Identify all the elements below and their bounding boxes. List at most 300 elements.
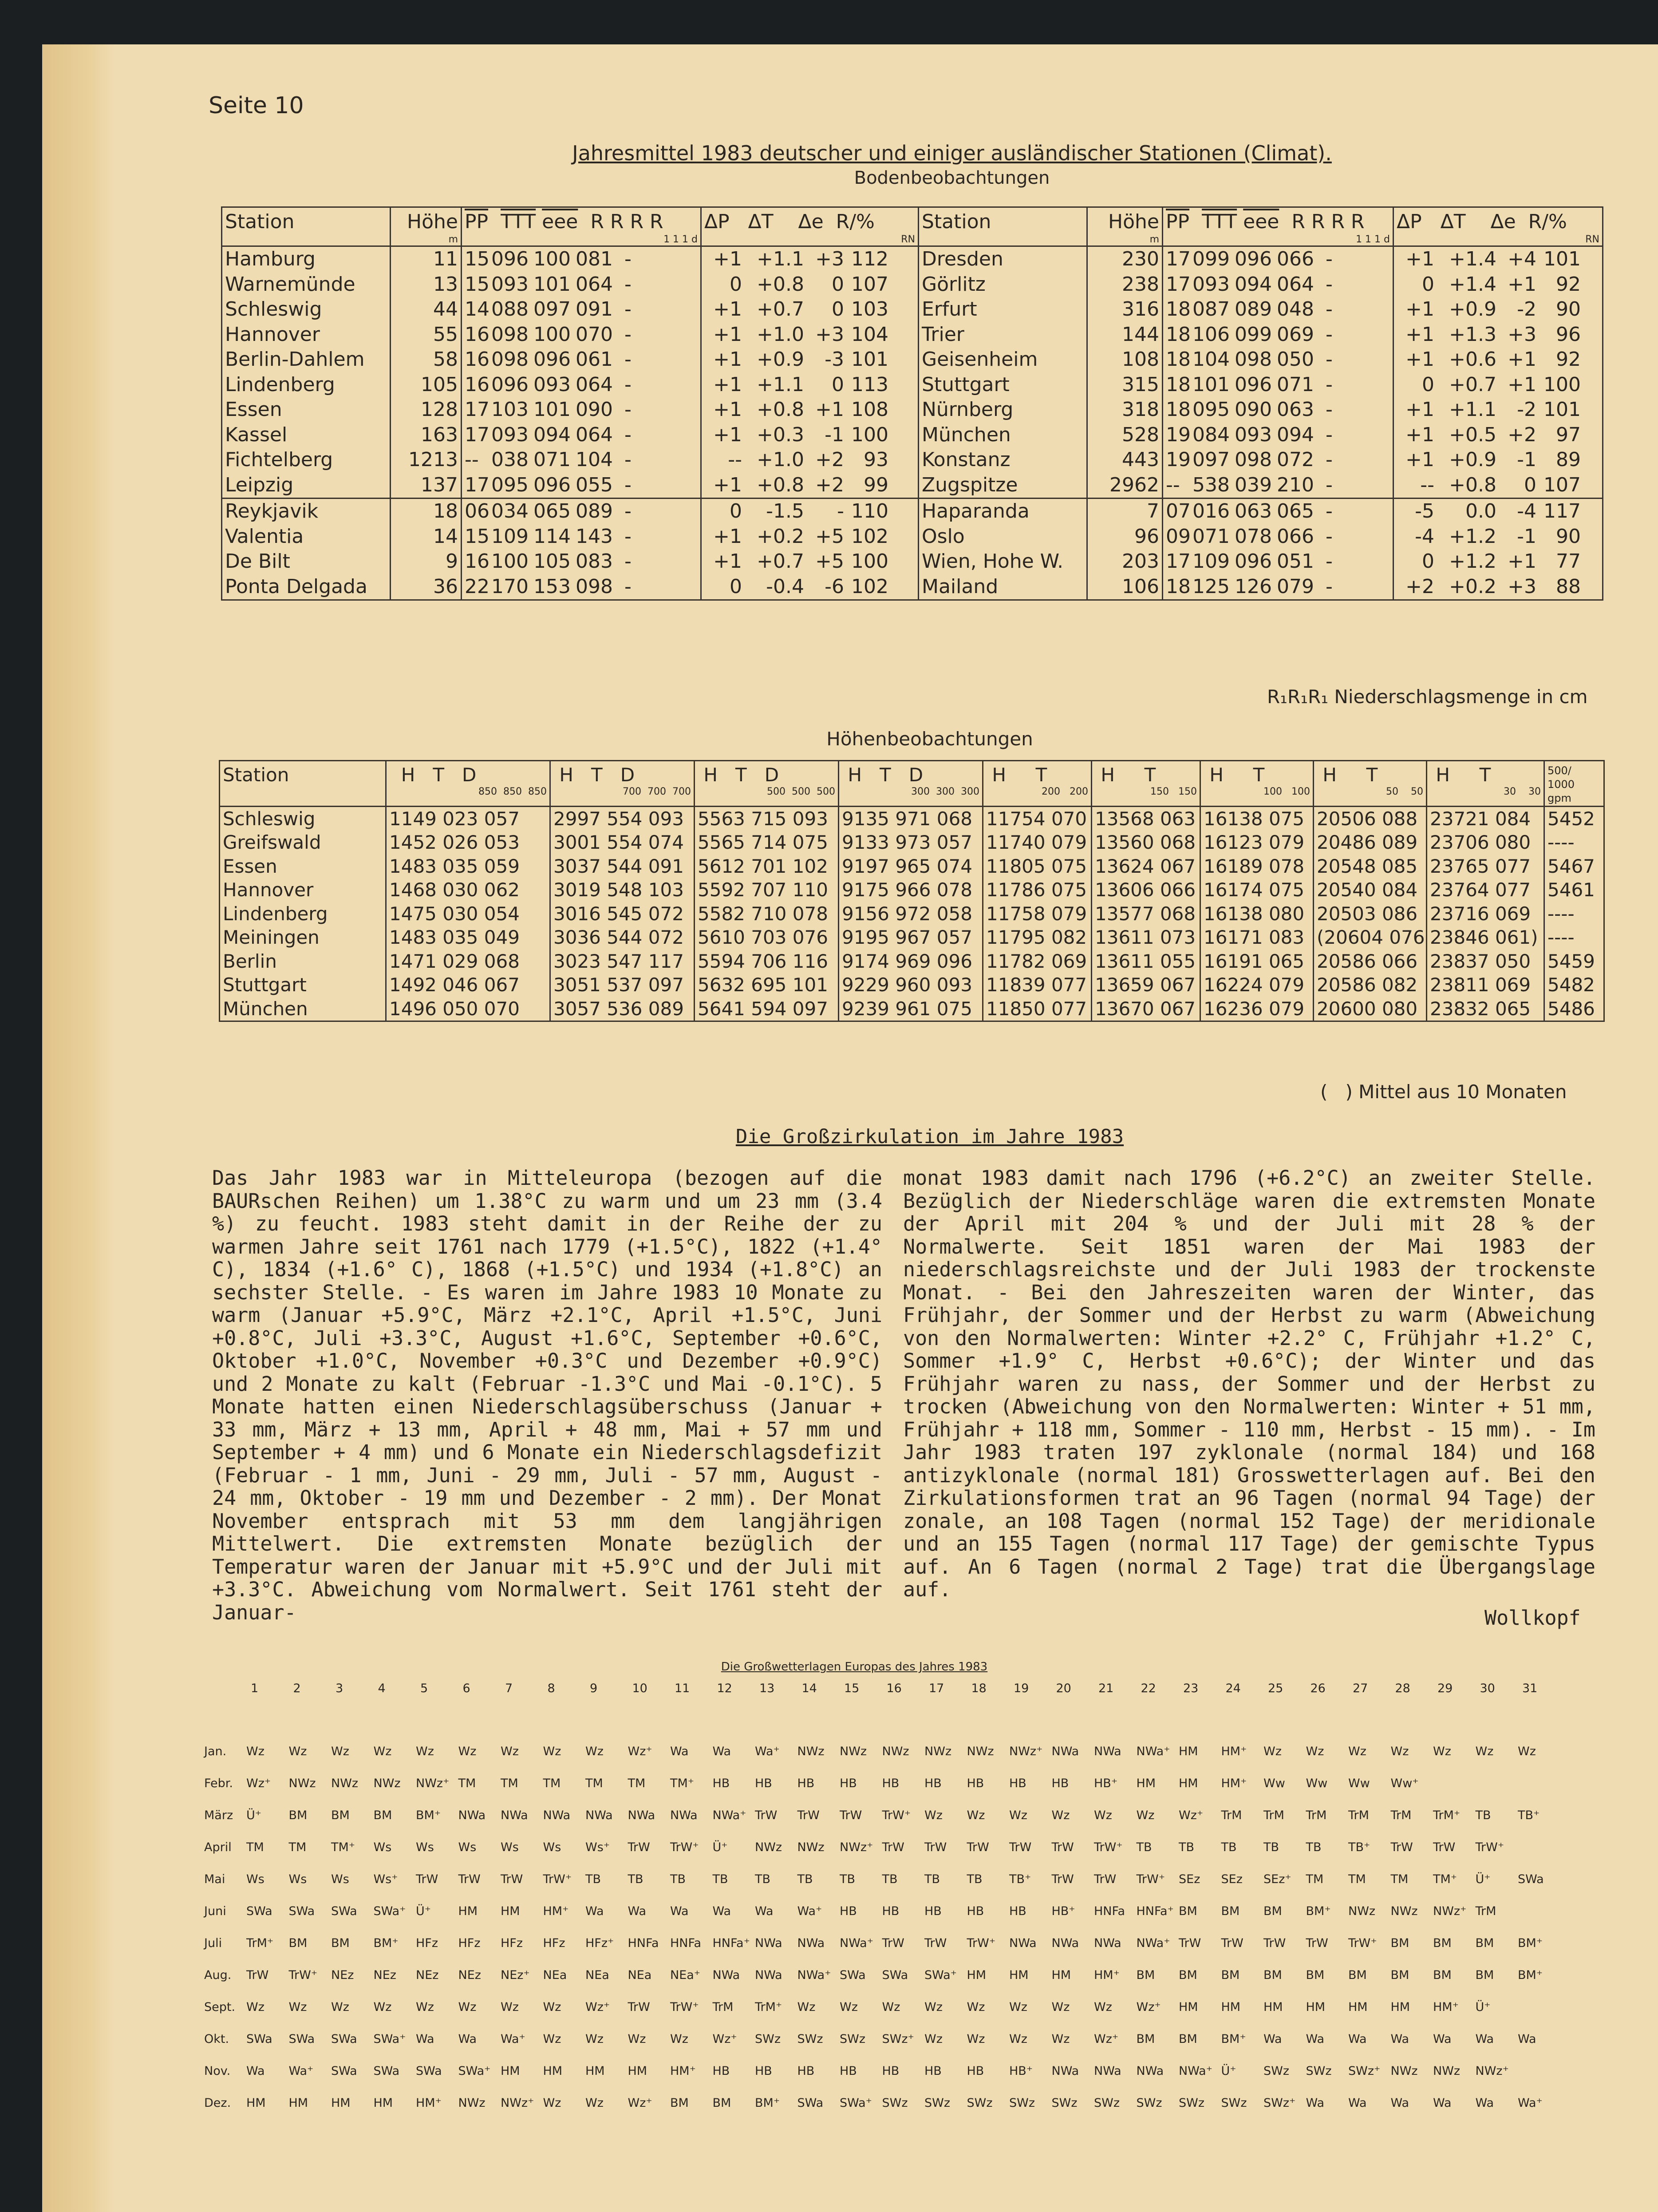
gwl-cell: Wz — [585, 2096, 604, 2110]
value-rrr: 061 — [576, 348, 613, 371]
gwl-cell: TrW⁺ — [670, 1840, 699, 1854]
value-rd: - — [624, 575, 632, 598]
value-rd: - — [1326, 575, 1333, 598]
value-dp: 0 — [730, 273, 742, 296]
gwl-cell: SWz — [1179, 2096, 1205, 2110]
gwl-cell: HB — [882, 1904, 900, 1918]
gwl-cell: Wz — [967, 2032, 985, 2046]
upper-level-150: 13611 055 — [1092, 950, 1200, 973]
station-height-left: 58 — [391, 347, 462, 372]
gwl-cell: HM — [501, 1904, 520, 1918]
value-rpct: 99 — [864, 473, 888, 496]
value-dt: +0.9 — [1449, 298, 1496, 321]
upper-level-700: 3037 544 091 — [550, 855, 695, 878]
gwl-cell: BM — [1433, 1936, 1452, 1950]
upper-level-700: 3023 547 117 — [550, 950, 695, 973]
gwl-cell: HB — [924, 1777, 942, 1790]
gwl-cell: HB — [967, 1904, 984, 1918]
value-rrr: 083 — [576, 550, 613, 573]
gwl-cell: Ww⁺ — [1390, 1777, 1419, 1790]
gwl-cell: NEa⁺ — [670, 1968, 701, 1982]
header-station-right: Station — [919, 207, 1087, 246]
value-eee: 093 — [533, 373, 571, 396]
value-rd: - — [1326, 448, 1333, 471]
gwl-cell: BM — [1136, 2032, 1155, 2046]
gwl-cell: Wa — [416, 2032, 434, 2046]
station-name-right: Erfurt — [919, 297, 1087, 322]
upper-level-500: 5582 710 078 — [695, 902, 839, 926]
gwl-month-label: März — [204, 1808, 233, 1822]
value-de: +1 — [815, 398, 844, 421]
station-height-right: 108 — [1087, 347, 1163, 372]
gwl-cell: HM⁺ — [416, 2096, 442, 2110]
station-name-left: Hannover — [222, 322, 391, 348]
upper-station: Lindenberg — [220, 902, 386, 926]
station-height-left: 36 — [391, 574, 462, 600]
value-rd: - — [624, 298, 632, 321]
value-dt: +0.9 — [757, 348, 804, 371]
gwl-cell: TrM — [1348, 1808, 1369, 1822]
gwl-cell: Wz — [1051, 2032, 1070, 2046]
gwl-day-number: 18 — [971, 1682, 987, 1695]
gwl-cell: HM — [246, 2096, 266, 2110]
gwl-cell: Wa — [1518, 2032, 1536, 2046]
gwl-cell: TrW — [416, 1872, 438, 1886]
gwl-cell: HB — [712, 2064, 730, 2078]
value-ttt: 170 — [491, 575, 529, 598]
value-dt: +1.2 — [1449, 525, 1496, 548]
value-de: +3 — [1508, 323, 1536, 346]
value-dp: -5 — [1415, 500, 1434, 523]
value-dp: +1 — [1405, 298, 1434, 321]
gwl-cell: Wz — [288, 1745, 307, 1758]
value-ttt: 100 — [491, 550, 529, 573]
value-dp: +2 — [1405, 575, 1434, 598]
value-ttt: 106 — [1192, 323, 1230, 346]
gwl-month-label: Aug. — [204, 1968, 232, 1982]
gwl-cell: SWa — [288, 2032, 315, 2046]
gwl-day-number: 29 — [1437, 1682, 1453, 1695]
upper-level-700: 3019 548 103 — [550, 878, 695, 902]
station-name-right: Haparanda — [919, 499, 1087, 524]
value-pp: 15 — [465, 273, 490, 296]
gwl-cell: HM — [628, 2064, 647, 2078]
page-number: Seite 10 — [209, 92, 304, 119]
value-ttt: 088 — [491, 298, 529, 321]
gwl-cell: BM — [1348, 1968, 1367, 1982]
value-rpct: 92 — [1556, 273, 1581, 296]
upper-level-850: 1483 035 059 — [386, 855, 550, 878]
upper-thickness: ---- — [1544, 926, 1604, 950]
upper-level-30: 23846 061) — [1427, 926, 1544, 950]
value-rd: - — [1326, 525, 1333, 548]
value-rpct: 117 — [1544, 500, 1581, 523]
upper-level-150: 13670 067 — [1092, 997, 1200, 1021]
article-title: Die Großzirkulation im Jahre 1983 — [735, 1125, 1124, 1148]
value-rd: - — [624, 348, 632, 371]
gwl-day-number: 30 — [1480, 1682, 1495, 1695]
gwl-cell: BM — [373, 1808, 392, 1822]
gwl-day-number: 23 — [1183, 1682, 1199, 1695]
gwl-cell: NWz⁺ — [501, 2096, 534, 2110]
gwl-cell: TrW — [755, 1808, 778, 1822]
gwl-cell: HM — [1263, 2000, 1283, 2014]
value-ttt: 093 — [1192, 273, 1230, 296]
value-eee: 096 — [1235, 550, 1272, 573]
gwl-cell: NWz — [967, 1745, 994, 1758]
gwl-cell: TrW — [1433, 1840, 1456, 1854]
gwl-cell: TB — [797, 1872, 813, 1886]
upper-level-200: 11839 077 — [983, 973, 1092, 997]
gwl-cell: Wz — [840, 2000, 858, 2014]
gwl-cell: TrW — [1221, 1936, 1244, 1950]
value-dp: 0 — [730, 500, 742, 523]
value-rd: - — [624, 550, 632, 573]
gwl-cell: TrW — [882, 1840, 904, 1854]
gwl-cell: Ws — [543, 1840, 561, 1854]
gwl-cell: NWa — [797, 1936, 825, 1950]
upper-level-700: 3057 536 089 — [550, 997, 695, 1021]
upper-level-30: 23837 050 — [1427, 950, 1544, 973]
gwl-cell: TrW — [1051, 1840, 1074, 1854]
upper-level-100: 16123 079 — [1200, 831, 1314, 855]
gwl-cell: NWz⁺ — [1475, 2064, 1509, 2078]
station-name-left: Berlin-Dahlem — [222, 347, 391, 372]
value-pp: 19 — [1166, 448, 1191, 471]
value-pp: 17 — [1166, 248, 1191, 271]
gwl-cell: SWz — [1263, 2064, 1290, 2078]
gwl-cell: SWz — [1306, 2064, 1332, 2078]
gwl-cell: BM — [331, 1936, 350, 1950]
upper-header-station: Station — [220, 761, 386, 807]
gwl-day-number: 15 — [844, 1682, 860, 1695]
value-rrr: 090 — [576, 398, 613, 421]
gwl-cell: HM — [331, 2096, 351, 2110]
upper-level-300: 9133 973 057 — [839, 831, 983, 855]
upper-thickness: 5461 — [1544, 878, 1604, 902]
value-de: +1 — [1508, 373, 1536, 396]
upper-level-30: 23832 065 — [1427, 997, 1544, 1021]
gwl-cell: Wz — [1094, 1808, 1112, 1822]
gwl-cell: Wz — [1009, 1808, 1027, 1822]
value-rrr: 050 — [1277, 348, 1314, 371]
gwl-cell: TrM⁺ — [1433, 1808, 1461, 1822]
value-rpct: 107 — [1544, 473, 1581, 496]
value-rrr: 065 — [1277, 500, 1314, 523]
value-de: +2 — [815, 473, 844, 496]
gwl-cell: Wa — [628, 1904, 647, 1918]
value-ttt: 095 — [491, 473, 529, 496]
station-name-left: Fichtelberg — [222, 447, 391, 473]
gwl-day-number: 9 — [590, 1682, 598, 1695]
gwl-cell: NWa — [543, 1808, 571, 1822]
value-de: -1 — [1517, 525, 1536, 548]
gwl-cell: TB — [755, 1872, 771, 1886]
gwl-cell: Ws — [501, 1840, 519, 1854]
upper-level-300: 9229 960 093 — [839, 973, 983, 997]
upper-level-850: 1492 046 067 — [386, 973, 550, 997]
gwl-cell: Wz — [246, 2000, 264, 2014]
upper-level-50: 20486 089 — [1314, 831, 1427, 855]
station-name-right: Wien, Hohe W. — [919, 549, 1087, 574]
gwl-title: Die Großwetterlagen Europas des Jahres 1983 — [721, 1660, 988, 1674]
value-rd: - — [1326, 273, 1333, 296]
gwl-cell: TM — [628, 1777, 646, 1790]
gwl-day-number: 6 — [462, 1682, 470, 1695]
gwl-cell: Wz — [585, 2032, 604, 2046]
station-name-right: Mailand — [919, 574, 1087, 600]
upper-header-200: H T 200 200 — [983, 761, 1092, 807]
gwl-cell: Wz⁺ — [585, 2000, 610, 2014]
value-dp: +1 — [713, 550, 742, 573]
upper-level-100: 16138 075 — [1200, 806, 1314, 831]
gwl-cell: NWz — [1390, 2064, 1418, 2078]
gwl-cell: Wz — [501, 1745, 519, 1758]
gwl-cell: NWz⁺ — [1433, 1904, 1467, 1918]
upper-level-850: 1496 050 070 — [386, 997, 550, 1021]
gwl-cell: Wz — [1051, 2000, 1070, 2014]
scanned-page — [42, 44, 1658, 2212]
value-rd: - — [1326, 373, 1333, 396]
gwl-cell: Ws — [416, 1840, 434, 1854]
gwl-cell: Wz⁺ — [1179, 1808, 1204, 1822]
value-de: +3 — [815, 323, 844, 346]
value-ttt: 096 — [491, 373, 529, 396]
gwl-cell: HM — [373, 2096, 393, 2110]
value-rpct: 101 — [1544, 398, 1581, 421]
station-name-right: Dresden — [919, 246, 1087, 272]
value-dp: +1 — [713, 398, 742, 421]
upper-level-850: 1475 030 054 — [386, 902, 550, 926]
gwl-cell: TrW⁺ — [543, 1872, 572, 1886]
gwl-day-number: 17 — [929, 1682, 944, 1695]
value-eee: 093 — [1235, 423, 1272, 446]
value-rpct: 101 — [851, 348, 888, 371]
gwl-cell: SEz — [1221, 1872, 1243, 1886]
article-text-left: Das Jahr 1983 war in Mitteleuropa (bezogen auf die BAURschen Reihen) um 1.38°C zu warm und um 23 mm (3.4 %) zu feucht. 1983 steht damit in der Reihe der zu warmen Jahre seit 1761 nach 1779 (+1.5°C), 1822 (+1.4° C), 1834 (+1.6° C), 1868 (+1.5°C) und 1934 (+1.8°C) an sechster Stelle. - Es waren im Jahre 1983 10 Monate zu warm (Januar +5.9°C, März +2.1°C, April +1.5°C, Juni +0.8°C, Juli +3.3°C, August +1.6°C, September +0.6°C, Oktober +1.0°C, November +0.3°C und Dezember +0.9°C) und 2 Monate zu kalt (Februar -1.3°C und Mai -0.1°C). 5 Monate hatten einen Niederschlagsüberschuss (Januar + 33 mm, März + 13 mm, April + 48 mm, Mai + 57 mm und September + 4 mm) und 6 Monate ein Niederschlagsdefizit (Februar - 1 mm, Juni - 29 mm, Juli - 57 mm, August - 24 mm, Oktober - 19 mm und Dezember - 2 mm). Der Monat November entsprach mit 53 mm dem langjährigen Mittelwert. Die extremsten Monate bezüglich der Temperatur waren der Januar mit +5.9°C und der Juli mit +3.3°C. Abweichung vom Normalwert. Seit 1761 steht der Januar- — [212, 1166, 882, 1624]
gwl-day-number: 22 — [1141, 1682, 1156, 1695]
upper-header-100: H T 100 100 — [1200, 761, 1314, 807]
upper-thickness: 5452 — [1544, 806, 1604, 831]
upper-level-500: 5641 594 097 — [695, 997, 839, 1021]
gwl-cell: SWa — [1518, 1872, 1544, 1886]
gwl-cell: TB⁺ — [1348, 1840, 1370, 1854]
gwl-cell: SWa⁺ — [840, 2096, 872, 2110]
gwl-cell: Wa — [1348, 2032, 1367, 2046]
value-de: -3 — [825, 348, 844, 371]
gwl-cell: BM⁺ — [1518, 1968, 1543, 1982]
value-pp: 17 — [465, 398, 490, 421]
value-rrr: 048 — [1277, 298, 1314, 321]
gwl-cell: NWz⁺ — [416, 1777, 450, 1790]
gwl-cell: BM — [1263, 1904, 1282, 1918]
upper-level-100: 16189 078 — [1200, 855, 1314, 878]
gwl-cell: TB — [1221, 1840, 1237, 1854]
gwl-day-number: 2 — [293, 1682, 301, 1695]
upper-level-100: 16171 083 — [1200, 926, 1314, 950]
gwl-cell: SWz⁺ — [1263, 2096, 1296, 2110]
gwl-day-number: 10 — [632, 1682, 647, 1695]
gwl-cell: Wz — [1094, 2000, 1112, 2014]
gwl-cell: Wz — [416, 2000, 434, 2014]
upper-level-500: 5610 703 076 — [695, 926, 839, 950]
gwl-cell: TrW — [882, 1936, 904, 1950]
value-dt: +0.7 — [1449, 373, 1496, 396]
value-pp: 18 — [1166, 348, 1191, 371]
gwl-cell: BM — [1475, 1936, 1494, 1950]
value-rrr: 094 — [1277, 423, 1314, 446]
station-height-right: 443 — [1087, 447, 1163, 473]
gwl-cell: Wz — [288, 2000, 307, 2014]
upper-level-700: 3036 544 072 — [550, 926, 695, 950]
gwl-cell: NEa — [628, 1968, 652, 1982]
gwl-cell: NWa⁺ — [1179, 2064, 1212, 2078]
upper-level-100: 16236 079 — [1200, 997, 1314, 1021]
value-rpct: 100 — [1544, 373, 1581, 396]
upper-level-700: 3051 537 097 — [550, 973, 695, 997]
gwl-cell: TrW — [1263, 1936, 1286, 1950]
gwl-cell: Wz — [924, 2000, 943, 2014]
gwl-cell: Wa⁺ — [501, 2032, 525, 2046]
value-ttt: 101 — [1192, 373, 1230, 396]
value-rd: - — [624, 473, 632, 496]
gwl-cell: Ws — [246, 1872, 264, 1886]
gwl-cell: BM — [670, 2096, 689, 2110]
gwl-cell: SWa — [246, 2032, 272, 2046]
value-rrr: 055 — [576, 473, 613, 496]
value-eee: 063 — [1235, 500, 1272, 523]
gwl-day-number: 27 — [1353, 1682, 1368, 1695]
gwl-cell: Ü⁺ — [416, 1904, 431, 1918]
station-height-left: 105 — [391, 372, 462, 398]
gwl-cell: SEz — [1179, 1872, 1200, 1886]
gwl-cell: SWz — [1136, 2096, 1162, 2110]
gwl-cell: Wz — [416, 1745, 434, 1758]
upper-level-700: 3016 545 072 — [550, 902, 695, 926]
value-pp: -- — [1166, 473, 1180, 496]
gwl-cell: HNFa — [670, 1936, 702, 1950]
station-name-right: Zugspitze — [919, 473, 1087, 499]
header-deviations-right: ΔP ΔT Δe R/% RN — [1394, 207, 1603, 246]
gwl-cell: Ws — [288, 1872, 307, 1886]
value-rpct: 103 — [851, 298, 888, 321]
gwl-cell: SWa — [882, 1968, 908, 1982]
gwl-cell: SWa⁺ — [373, 1904, 406, 1918]
value-dt: 0.0 — [1465, 500, 1496, 523]
gwl-cell: HM — [1179, 1745, 1198, 1758]
gwl-cell: NWa — [501, 1808, 528, 1822]
value-dp: +1 — [713, 323, 742, 346]
gwl-cell: Ww — [1306, 1777, 1328, 1790]
value-dt: +1.4 — [1449, 273, 1496, 296]
gwl-month-label: Nov. — [204, 2064, 231, 2078]
value-pp: 17 — [465, 423, 490, 446]
value-rrr: 070 — [576, 323, 613, 346]
gwl-month-label: Mai — [204, 1872, 225, 1886]
value-dp: +1 — [713, 373, 742, 396]
value-de: -1 — [825, 423, 844, 446]
gwl-cell: HM⁺ — [1221, 1745, 1247, 1758]
value-de: -4 — [1517, 500, 1536, 523]
gwl-cell: TM — [288, 1840, 307, 1854]
gwl-cell: Wa — [670, 1745, 689, 1758]
upper-header-300: H T D 300 300 300 — [839, 761, 983, 807]
value-de: - — [837, 500, 844, 523]
upper-level-150: 13606 066 — [1092, 878, 1200, 902]
gwl-cell: TB⁺ — [1009, 1872, 1031, 1886]
gwl-cell: HM — [1348, 2000, 1368, 2014]
gwl-cell: BM⁺ — [1221, 2032, 1246, 2046]
upper-level-850: 1471 029 068 — [386, 950, 550, 973]
gwl-cell: NWa — [1009, 1936, 1037, 1950]
gwl-cell: Wz — [458, 2000, 477, 2014]
gwl-day-number: 12 — [717, 1682, 732, 1695]
gwl-cell: TB — [1475, 1808, 1491, 1822]
value-ttt: 093 — [491, 423, 529, 446]
upper-level-500: 5565 714 075 — [695, 831, 839, 855]
gwl-cell: TB⁺ — [1518, 1808, 1540, 1822]
value-rrr: 091 — [576, 298, 613, 321]
value-dt: +1.2 — [1449, 550, 1496, 573]
gwl-cell: HB — [967, 2064, 984, 2078]
value-ttt: 038 — [491, 448, 529, 471]
gwl-cell: SWz — [1221, 2096, 1247, 2110]
upper-level-500: 5563 715 093 — [695, 806, 839, 831]
article-text-right: monat 1983 damit nach 1796 (+6.2°C) an zweiter Stelle. Bezüglich der Niederschläge waren die extremsten Monate der April mit 204 % und der Juli mit 28 % der Normalwerte. Seit 1851 waren der Mai 1983 der niederschlagsreichste und der Juli 1983 der trockenste Monat. - Bei den Jahreszeiten waren der Winter, das Frühjahr, der Sommer und der Herbst zu warm (Abweichung von den Normalwerten: Winter +2.2° C, Frühjahr +1.2° C, Sommer +1.9° C, Herbst +0.6°C); der Winter und das Frühjahr waren zu nass, der Sommer und der Herbst zu trocken (Abweichung von den Normalwerten: Winter + 51 mm, Frühjahr + 118 mm, Sommer - 110 mm, Herbst - 15 mm). - Im Jahr 1983 traten 197 zyklonale (normal 184) und 168 antizyklonale (normal 181) Grosswetterlagen auf. Bei den Zirkulationsformen trat an 96 Tagen (normal 94 Tage) der zonale, an 108 Tagen (normal 152 Tage) der meridionale und an 155 Tagen (normal 117 Tage) der gemischte Typus auf. An 6 Tagen (normal 2 Tage) trat die Übergangslage auf. — [903, 1166, 1595, 1601]
gwl-cell: Wz — [1306, 1745, 1324, 1758]
value-eee: 098 — [1235, 448, 1272, 471]
upper-station: Stuttgart — [220, 973, 386, 997]
value-ttt: 538 — [1192, 473, 1230, 496]
gwl-day-number: 1 — [251, 1682, 259, 1695]
upper-level-300: 9195 967 057 — [839, 926, 983, 950]
value-pp: 18 — [1166, 398, 1191, 421]
gwl-month-label: Jan. — [204, 1745, 227, 1758]
gwl-cell: NWa⁺ — [1136, 1936, 1170, 1950]
upper-header-50: H T 50 50 — [1314, 761, 1427, 807]
gwl-cell: SWz — [967, 2096, 993, 2110]
gwl-day-number: 16 — [886, 1682, 902, 1695]
gwl-cell: NWz — [1390, 1904, 1418, 1918]
annual-table-title: Jahresmittel 1983 deutscher und einiger ausländischer Stationen (Climat). — [572, 141, 1332, 165]
gwl-cell: HM — [1009, 1968, 1029, 1982]
gwl-cell: HM — [1390, 2000, 1410, 2014]
gwl-cell: Wa — [1348, 2096, 1367, 2110]
gwl-cell: NWa⁺ — [840, 1936, 873, 1950]
station-height-left: 11 — [391, 246, 462, 272]
upper-level-300: 9197 965 074 — [839, 855, 983, 878]
value-eee: 100 — [533, 248, 571, 271]
gwl-cell: SWa — [840, 1968, 866, 1982]
value-rd: - — [1326, 323, 1333, 346]
gwl-cell: TrW — [628, 2000, 650, 2014]
station-name-left: Reykjavik — [222, 499, 391, 524]
gwl-cell: TrW — [1390, 1840, 1413, 1854]
value-dp: -- — [1420, 473, 1434, 496]
gwl-cell: SWz⁺ — [1348, 2064, 1381, 2078]
gwl-cell: NWz — [1348, 1904, 1376, 1918]
gwl-cell: HM — [1179, 2000, 1198, 2014]
value-dp: -4 — [1415, 525, 1434, 548]
gwl-cell: TrW⁺ — [882, 1808, 911, 1822]
gwl-cell: TB — [1179, 1840, 1195, 1854]
value-rpct: 89 — [1556, 448, 1581, 471]
value-rd: - — [624, 398, 632, 421]
gwl-cell: TB — [924, 1872, 940, 1886]
gwl-cell: Wz — [543, 2000, 561, 2014]
value-dt: +1.1 — [757, 373, 804, 396]
value-de: -6 — [825, 575, 844, 598]
